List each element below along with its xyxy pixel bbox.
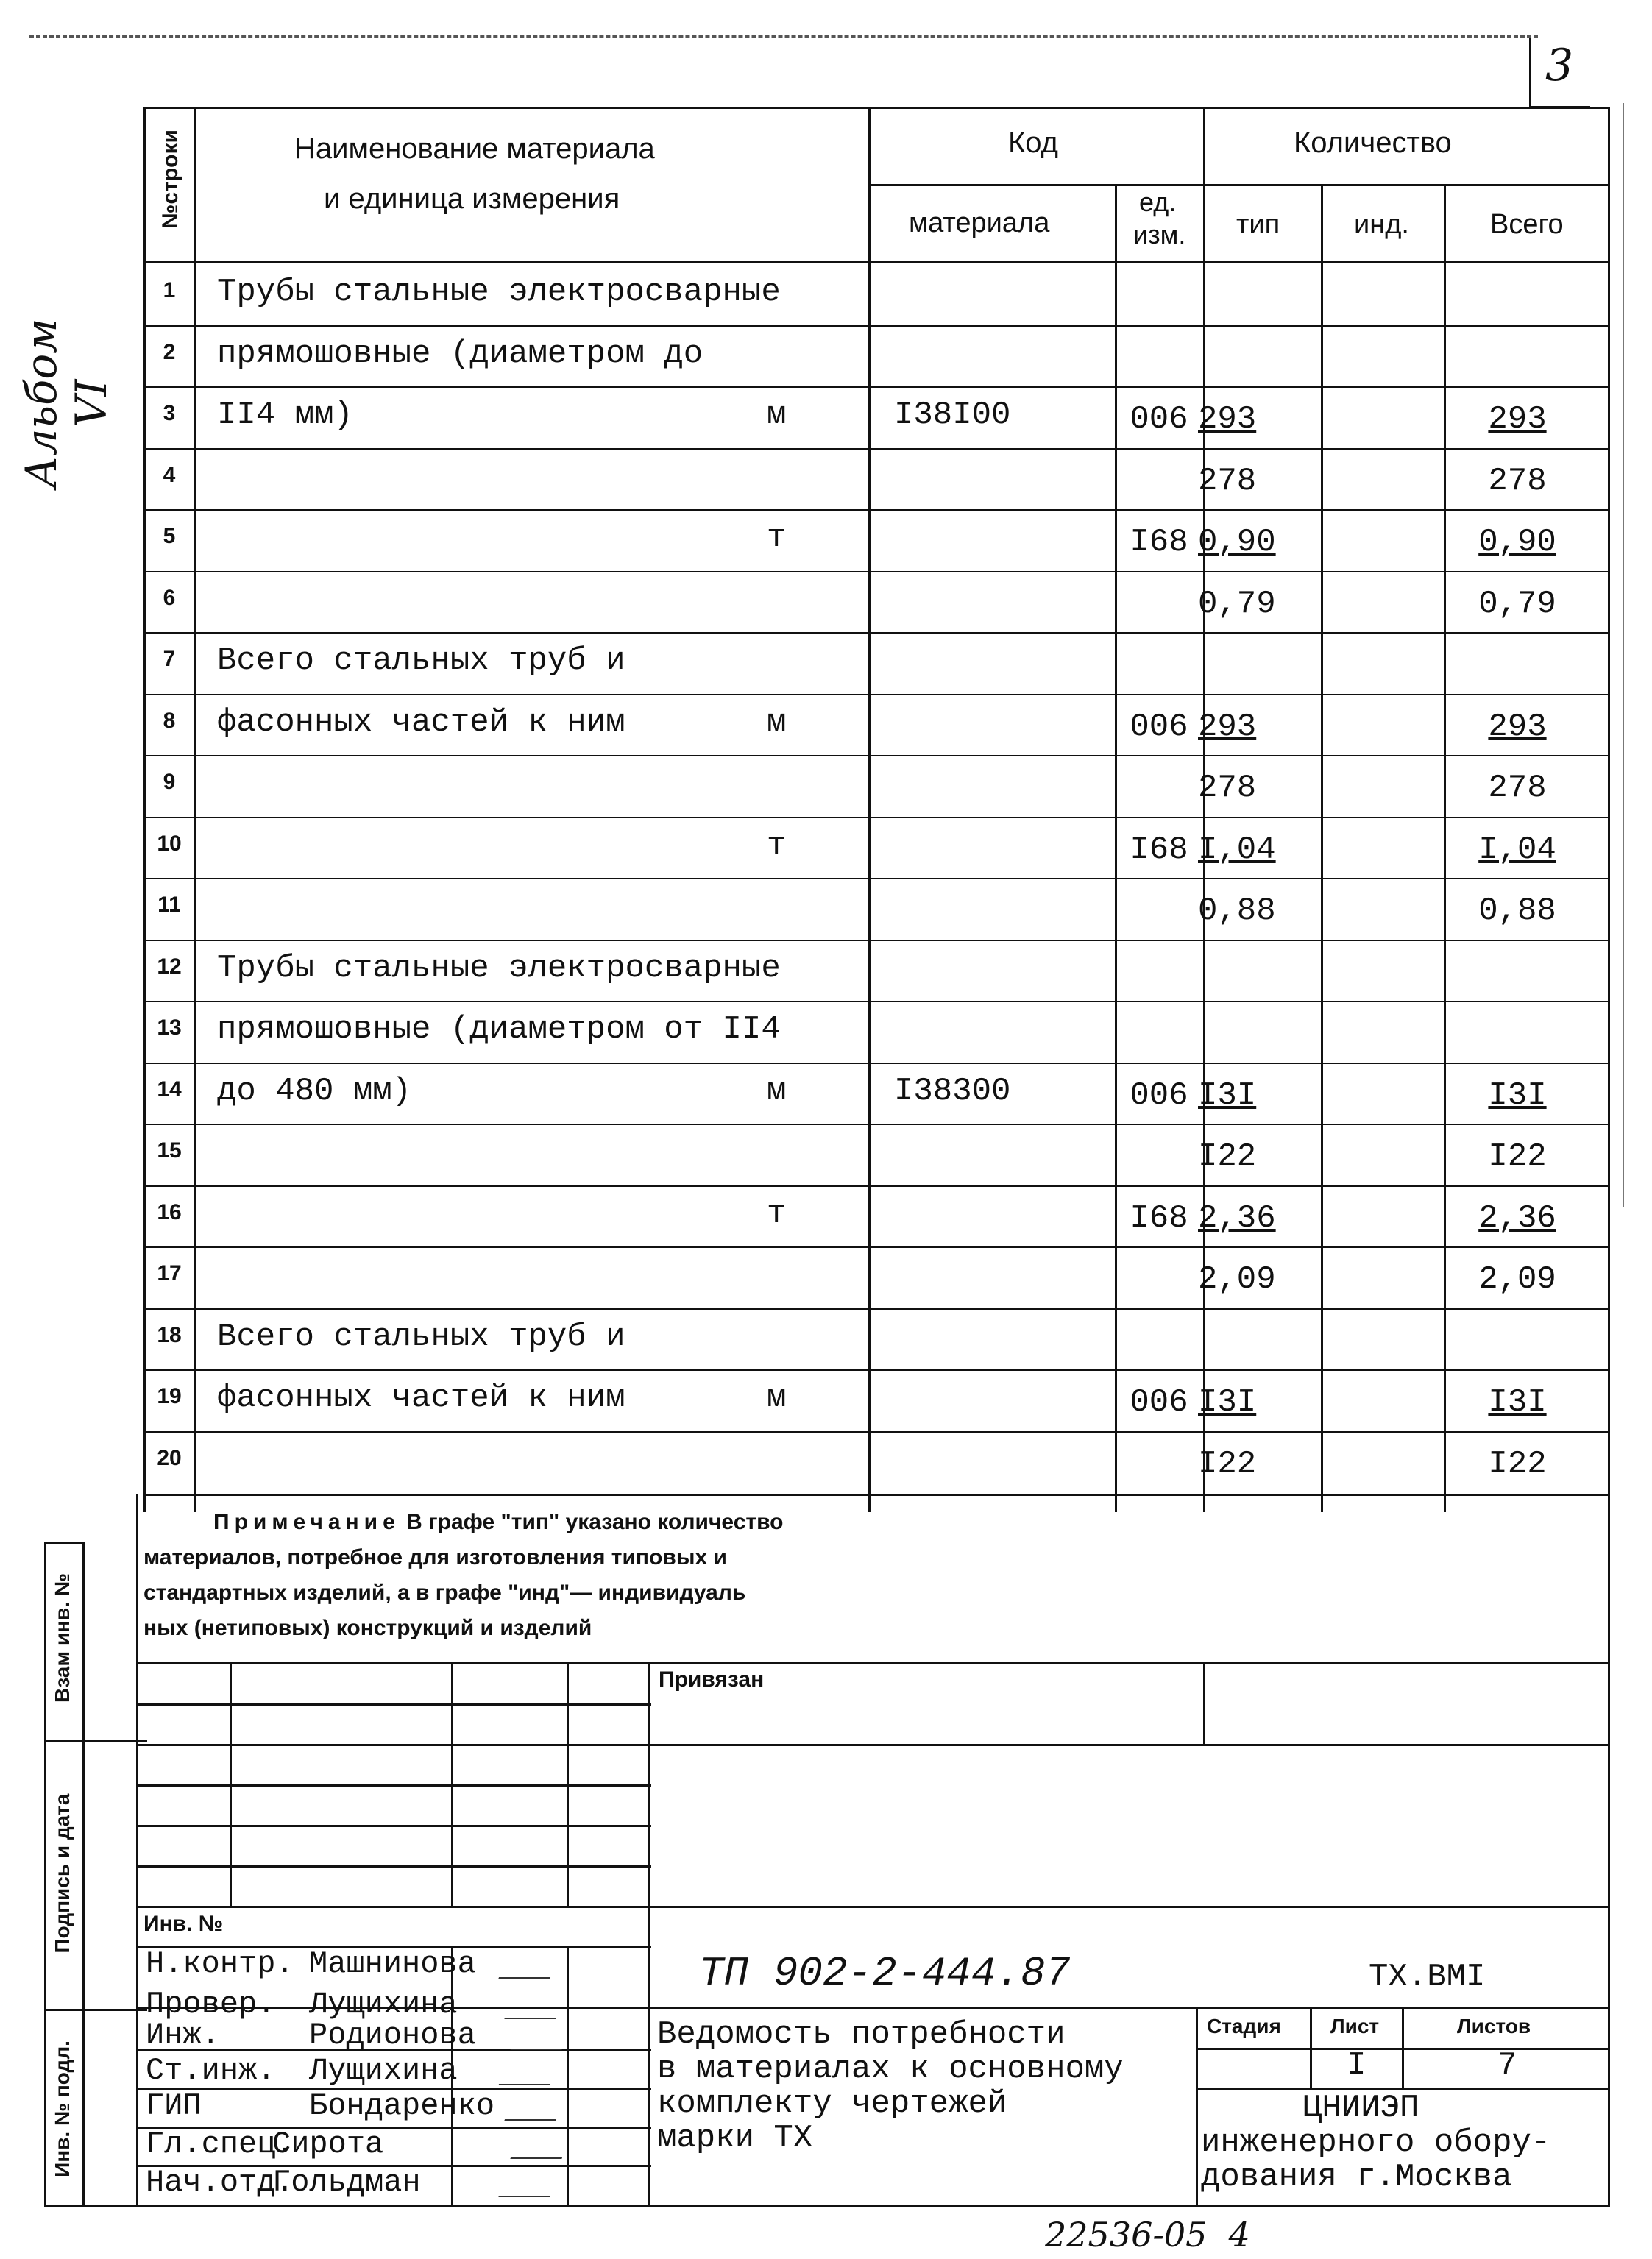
row-number: 1 xyxy=(163,278,176,302)
qty-total: I,04 xyxy=(1478,831,1556,868)
col-header-name-2: и единица измерения xyxy=(324,182,620,215)
unit-code: 006 xyxy=(1130,401,1188,438)
col-header-unit-2: изм. xyxy=(1133,219,1186,249)
qty-typ: 2,09 xyxy=(1198,1261,1276,1298)
row-line xyxy=(143,509,1610,511)
tb-org-2: инженерного обору- xyxy=(1201,2124,1551,2161)
qty-total: 0,90 xyxy=(1478,524,1556,561)
table-top xyxy=(143,107,1610,109)
staff-name: Лущихина xyxy=(309,1987,458,2022)
row-number: 10 xyxy=(157,831,182,856)
unit-code: I68 xyxy=(1130,831,1188,868)
row-number: 5 xyxy=(163,524,176,548)
note-line-3: стандартных изделий, а в графе "инд"— индивидуаль xyxy=(143,1581,746,1605)
note-label: Примечание xyxy=(213,1510,400,1534)
row-line xyxy=(143,1246,1610,1248)
material-name: II4 мм) xyxy=(217,397,353,433)
tb-col-stage xyxy=(1196,2007,1198,2205)
material-name: фасонных частей к ним xyxy=(217,703,625,741)
unit-symbol: т xyxy=(767,519,787,556)
unit-symbol: м xyxy=(767,1072,787,1110)
row-line xyxy=(143,940,1610,941)
tb-privyazan: Привязан xyxy=(659,1667,765,1692)
table-left xyxy=(143,107,146,1512)
qty-total: 293 xyxy=(1488,401,1547,438)
row-line xyxy=(143,878,1610,879)
qty-typ: I3I xyxy=(1198,1077,1257,1114)
qty-typ: 293 xyxy=(1198,708,1257,745)
header-bottom xyxy=(143,261,1610,263)
qty-total: 293 xyxy=(1488,708,1547,745)
stamp-podpis: Подпись и дата xyxy=(51,1793,74,1954)
row-line xyxy=(143,571,1610,572)
table-right xyxy=(1608,107,1610,2207)
qty-total: 2,09 xyxy=(1478,1261,1556,1298)
col-line-typ xyxy=(1321,184,1323,1512)
col-header-typ: тип xyxy=(1236,209,1280,240)
row-line xyxy=(143,694,1610,695)
tb-stage-label: Стадия xyxy=(1207,2015,1281,2038)
qty-typ: I3I xyxy=(1198,1384,1257,1421)
staff-name: Бондаренко xyxy=(309,2088,495,2124)
note-line-4: ных (нетиповых) конструкций и изделий xyxy=(143,1616,592,1640)
col-header-quantity: Количество xyxy=(1294,127,1452,159)
note-line-1 xyxy=(213,1510,783,1535)
tb-col-a xyxy=(230,1662,232,1906)
tb-doc-code: ТХ.ВМI xyxy=(1369,1959,1486,1996)
table-body-bottom xyxy=(143,1494,1610,1496)
unit-code: 006 xyxy=(1130,1077,1188,1114)
qty-typ: 278 xyxy=(1198,770,1257,806)
note-line-2: материалов, потребное для изготовления типовых и xyxy=(143,1545,727,1570)
unit-symbol: т xyxy=(767,826,787,864)
unit-code: 006 xyxy=(1130,708,1188,745)
stamp-inv: Инв. № подл. xyxy=(51,2040,74,2177)
qty-typ: I22 xyxy=(1198,1138,1257,1175)
col-line-num xyxy=(194,107,196,1512)
staff-role: Ст.инж. xyxy=(146,2053,276,2088)
tb-desc-1: Ведомость потребности xyxy=(657,2016,1066,2053)
stamp-strip-div1 xyxy=(44,1740,147,1742)
qty-typ: I,04 xyxy=(1198,831,1276,868)
unit-symbol: т xyxy=(767,1195,787,1233)
col-header-total: Всего xyxy=(1490,209,1564,240)
qty-total: I3I xyxy=(1488,1384,1547,1421)
tb-left xyxy=(136,1494,138,2207)
qty-total: 0,88 xyxy=(1478,893,1556,929)
row-line xyxy=(143,817,1610,818)
row-line xyxy=(143,386,1610,388)
tb-inv-no: Инв. № xyxy=(143,1912,224,1936)
tb-grid-row5 xyxy=(136,1865,651,1868)
tb-col-c2 xyxy=(567,1946,569,2205)
side-album-label: Альбом VI xyxy=(16,318,116,489)
tb-stage-row xyxy=(1196,2048,1608,2050)
tb-grid-row6 xyxy=(136,1906,1610,1908)
row-number: 18 xyxy=(157,1322,182,1347)
row-number: 4 xyxy=(163,462,176,487)
qty-total: I22 xyxy=(1488,1138,1547,1175)
row-number: 19 xyxy=(157,1384,182,1408)
stamp-strip-outer xyxy=(44,1542,46,2207)
footer-number: 22536-05 4 xyxy=(1045,2215,1250,2255)
staff-name: Машнинова xyxy=(309,1946,476,1982)
row-number: 14 xyxy=(157,1077,182,1102)
right-edge-line xyxy=(1623,103,1624,1207)
material-name: Трубы стальные электросварные xyxy=(217,274,781,311)
qty-total: 278 xyxy=(1488,770,1547,806)
staff-name: Лущихина xyxy=(309,2053,458,2088)
tb-sheet-label: Лист xyxy=(1330,2015,1380,2038)
qty-typ: 278 xyxy=(1198,462,1257,500)
tb-org-1: ЦНИИЭП xyxy=(1302,2090,1419,2127)
qty-typ: 0,88 xyxy=(1198,893,1276,929)
page-number: 3 xyxy=(1545,40,1574,91)
staff-name: Гольдман xyxy=(272,2165,421,2200)
staff-role: Гл.спец. xyxy=(146,2127,294,2162)
material-code: I38300 xyxy=(894,1072,1011,1110)
row-number: 2 xyxy=(163,339,176,364)
row-number: 11 xyxy=(157,893,181,917)
stamp-strip-inner xyxy=(82,1542,85,2207)
signature-mark xyxy=(504,2090,567,2121)
row-line xyxy=(143,448,1610,450)
unit-symbol: м xyxy=(767,703,787,741)
tb-col-b xyxy=(451,1662,453,1906)
row-line xyxy=(143,1431,1610,1433)
stamp-vzam: Взам инв. № xyxy=(51,1573,74,1703)
qty-typ: 0,90 xyxy=(1198,524,1276,561)
material-name: до 480 мм) xyxy=(217,1072,412,1110)
row-line xyxy=(143,1308,1610,1310)
row-number: 8 xyxy=(163,708,176,733)
row-line xyxy=(143,1063,1610,1064)
row-line xyxy=(143,325,1610,327)
staff-role: Провер. xyxy=(146,1987,276,2022)
staff-role: Нач.отд. xyxy=(146,2165,294,2200)
row-number: 13 xyxy=(157,1015,182,1040)
row-line xyxy=(143,1185,1610,1187)
tb-sheets: 7 xyxy=(1497,2047,1517,2084)
material-name: прямошовные (диаметром до xyxy=(217,335,703,372)
tb-org-3: дования г.Москва xyxy=(1201,2159,1512,2196)
row-line xyxy=(143,1369,1610,1371)
qty-total: 2,36 xyxy=(1478,1199,1556,1237)
note-text-1: В графе "тип" указано количество xyxy=(406,1510,784,1534)
qty-total: 278 xyxy=(1488,462,1547,500)
row-line xyxy=(143,632,1610,634)
row-number: 17 xyxy=(157,1261,182,1285)
qty-total: I22 xyxy=(1488,1445,1547,1483)
row-line xyxy=(143,755,1610,756)
tb-doc-number: ТП 902-2-444.87 xyxy=(699,1950,1071,1997)
col-header-unit-1: ед. xyxy=(1139,187,1177,217)
tb-bottom xyxy=(136,2205,1610,2207)
tb-col-d xyxy=(648,1662,650,2205)
signature-mark xyxy=(498,2054,561,2085)
staff-name: Родионова xyxy=(309,2018,476,2053)
tb-col-privyazan xyxy=(1203,1662,1205,1744)
staff-name: Сирота xyxy=(272,2127,384,2162)
tb-col-sheet xyxy=(1310,2007,1312,2088)
signature-mark xyxy=(504,1988,567,2019)
tb-desc-4: марки ТХ xyxy=(657,2120,813,2157)
material-code: I38I00 xyxy=(894,397,1011,433)
material-name: Всего стальных труб и xyxy=(217,1318,625,1355)
material-name: прямошовные (диаметром от II4 xyxy=(217,1011,781,1048)
unit-code: 006 xyxy=(1130,1384,1188,1421)
row-number: 7 xyxy=(163,647,176,671)
col-header-material: материала xyxy=(909,208,1050,238)
stamp-strip-top xyxy=(44,1542,85,1544)
material-name: Трубы стальные электросварные xyxy=(217,949,781,987)
signature-mark xyxy=(498,2166,561,2197)
top-dashed-line xyxy=(29,35,1538,38)
unit-code: I68 xyxy=(1130,1199,1188,1237)
row-number: 3 xyxy=(163,401,176,425)
unit-symbol: м xyxy=(767,1380,787,1416)
qty-total: 0,79 xyxy=(1478,585,1556,623)
row-number: 6 xyxy=(163,585,176,610)
staff-role: ГИП xyxy=(146,2088,202,2124)
qty-typ: 0,79 xyxy=(1198,585,1276,623)
material-name: Всего стальных труб и xyxy=(217,642,625,679)
staff-role: Инж. xyxy=(146,2018,220,2053)
tb-sheets-label: Листов xyxy=(1457,2015,1531,2038)
signature-mark xyxy=(498,1948,561,1979)
unit-code: I68 xyxy=(1130,524,1188,561)
tb-grid-row2 xyxy=(136,1744,1610,1746)
tb-grid-row4 xyxy=(136,1825,651,1827)
header-subline xyxy=(868,184,1608,186)
qty-typ: 2,36 xyxy=(1198,1199,1276,1237)
tb-col-c xyxy=(567,1662,569,1906)
tb-desc-3: комплекту чертежей xyxy=(657,2085,1007,2122)
col-header-num: №строки xyxy=(158,130,182,229)
row-number: 16 xyxy=(157,1199,182,1224)
tb-grid-row3 xyxy=(136,1784,651,1787)
tb-sheet: I xyxy=(1347,2047,1366,2084)
col-line-name xyxy=(868,107,871,1512)
tb-col-sheets xyxy=(1402,2007,1404,2088)
staff-role: Н.контр. xyxy=(146,1946,294,1982)
signature-mark xyxy=(510,2128,572,2159)
col-header-name-1: Наименование материала xyxy=(294,132,655,165)
row-number: 12 xyxy=(157,954,182,979)
qty-typ: 293 xyxy=(1198,401,1257,438)
row-number: 20 xyxy=(157,1445,182,1470)
row-line xyxy=(143,1001,1610,1002)
tb-grid-row1 xyxy=(136,1703,651,1706)
unit-symbol: м xyxy=(767,397,787,433)
tb-desc-2: в материалах к основному xyxy=(657,2051,1124,2088)
qty-total: I3I xyxy=(1488,1077,1547,1114)
row-number: 15 xyxy=(157,1138,182,1163)
col-header-code: Код xyxy=(1008,127,1059,159)
col-line-unit xyxy=(1203,107,1205,1512)
col-header-ind: инд. xyxy=(1354,209,1409,240)
qty-typ: I22 xyxy=(1198,1445,1257,1483)
tb-line-note-bottom xyxy=(136,1662,1610,1664)
row-number: 9 xyxy=(163,770,176,794)
row-line xyxy=(143,1124,1610,1125)
signature-mark xyxy=(510,2019,572,2050)
material-name: фасонных частей к ним xyxy=(217,1380,625,1416)
